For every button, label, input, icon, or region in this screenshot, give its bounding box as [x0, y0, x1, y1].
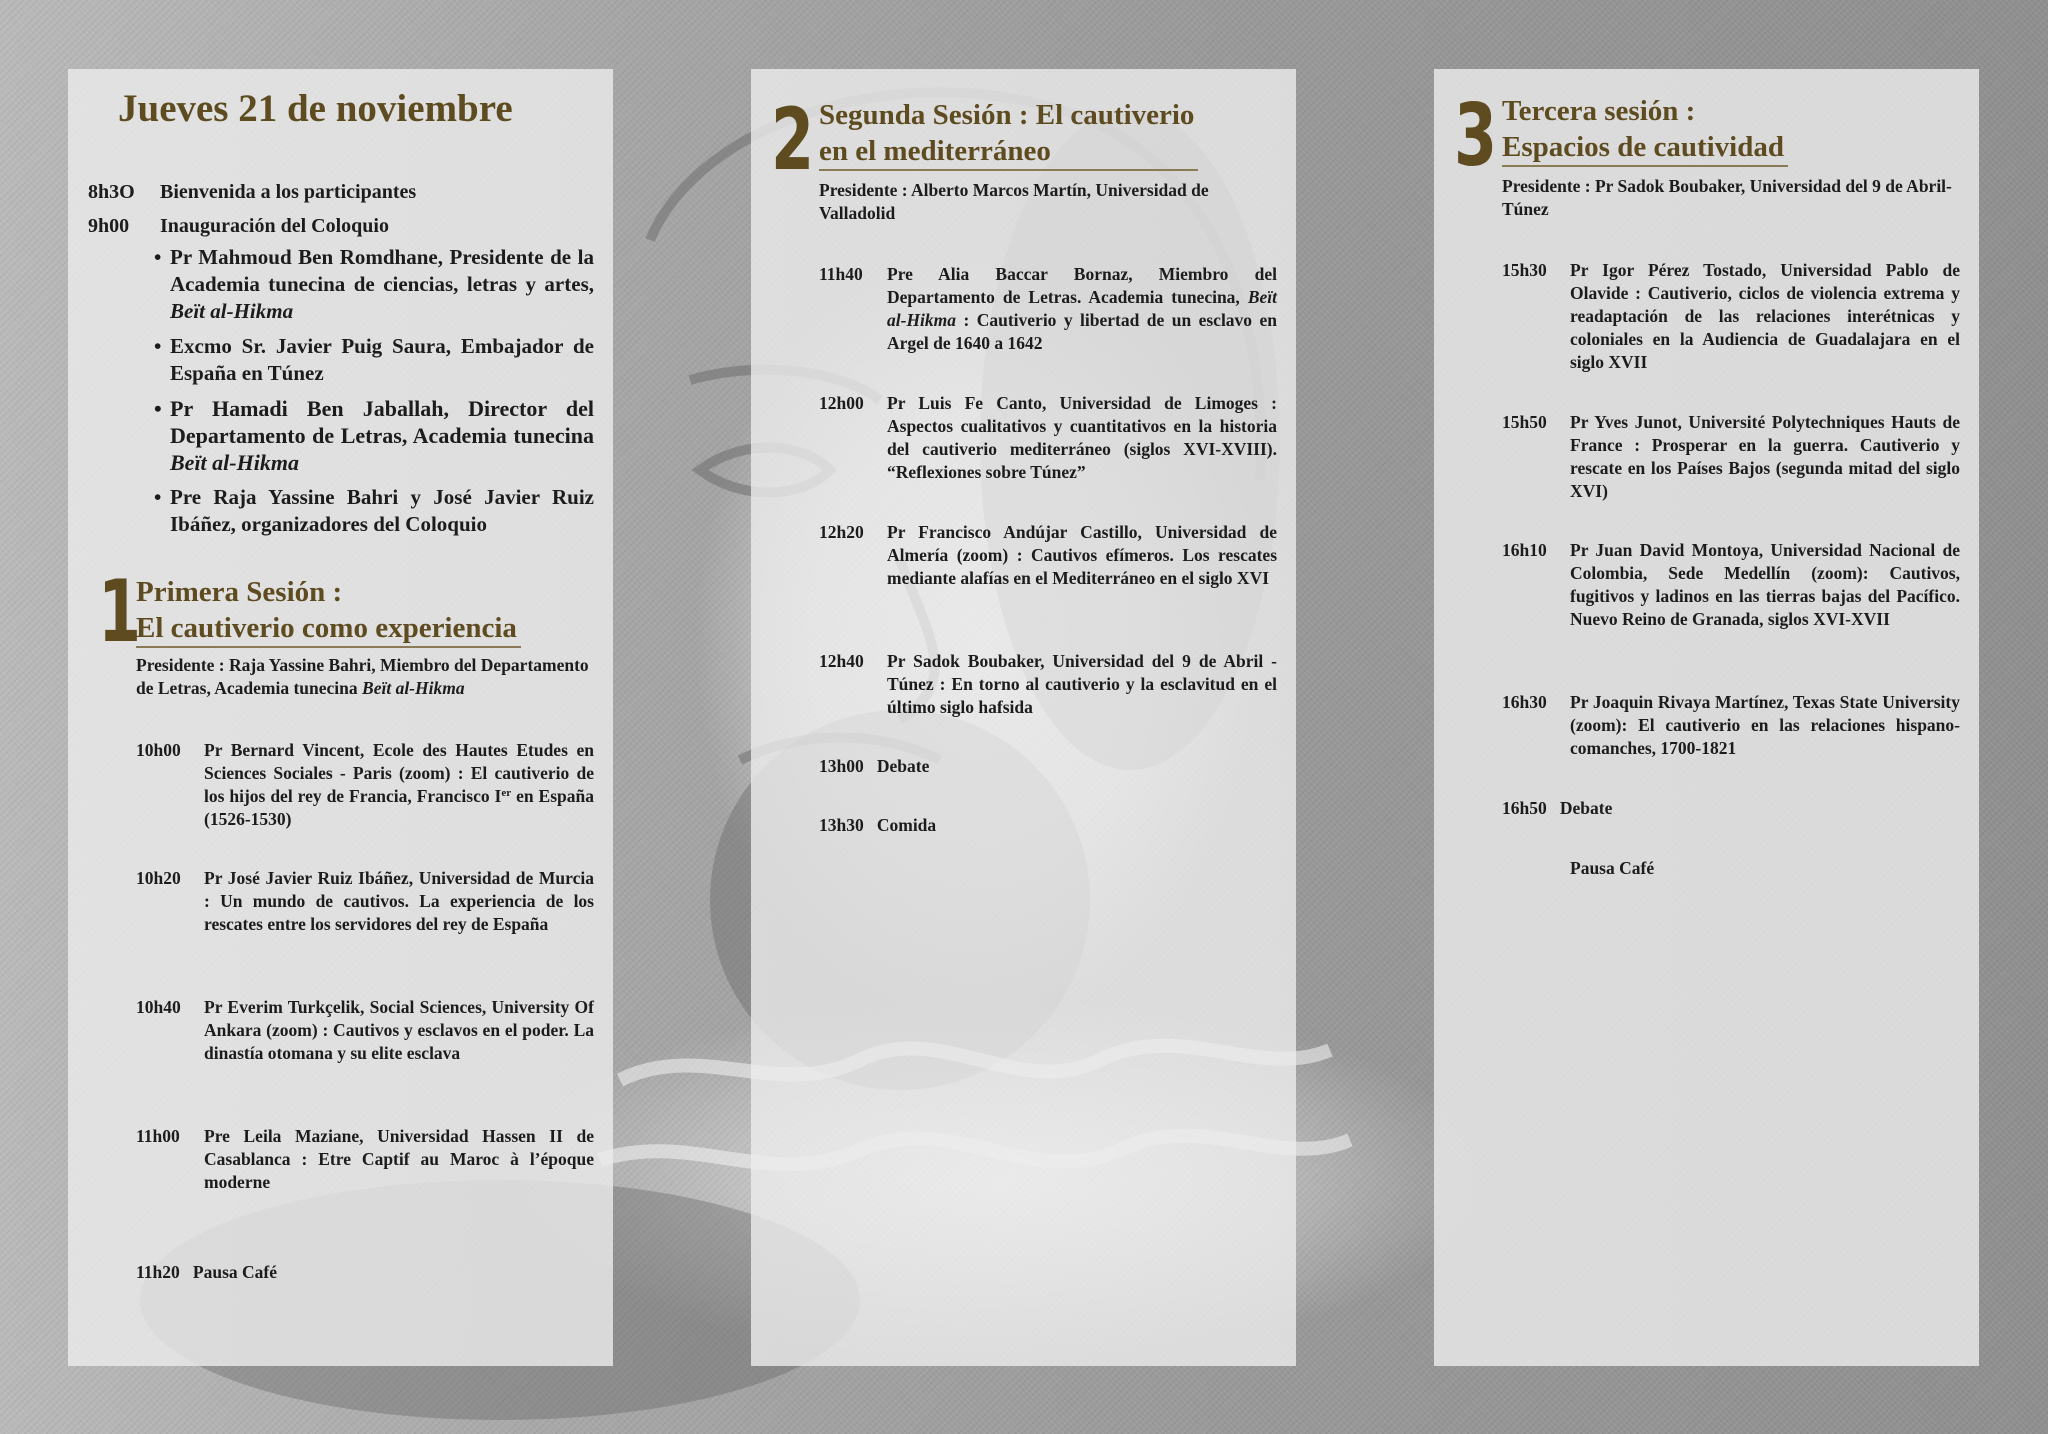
debate-item: 16h50 Debate [1502, 798, 1613, 818]
speaker-list [154, 244, 594, 546]
session-number: 2 [771, 90, 810, 190]
coffee-break: Pausa Café [1570, 858, 1655, 878]
session-title: Segunda Sesión : El cautiverio en el mediterráneo [819, 97, 1198, 171]
session-title: Tercera sesión : Espacios de cautividad [1502, 93, 1788, 167]
session-president: Presidente : Alberto Marcos Martín, Universidad de Valladolid [819, 180, 1209, 223]
schedule-text: Bienvenida a los participantes [160, 181, 417, 203]
schedule-item-inauguration [88, 213, 389, 239]
session-president: Presidente : Raja Yassine Bahri, Miembro del Departamento de Letras, Academia tunecina Beït al-Hikma [136, 655, 589, 698]
debate-item: 13h00 Debate [819, 756, 930, 776]
schedule-text: Inauguración del Coloquio [160, 215, 389, 237]
session-number: 3 [1454, 86, 1493, 186]
schedule-time: 9h00 [88, 215, 130, 237]
list-item: • Pr Hamadi Ben Jaballah, Director del Departamento de Letras, Academia tunecina Beït al-Hikma [154, 395, 594, 476]
session-number: 1 [98, 562, 137, 662]
schedule-time: 8h3O [88, 181, 135, 203]
list-item: • Pre Raja Yassine Bahri y José Javier Ruiz Ibáñez, organizadores del Coloquio [154, 484, 594, 538]
session-title: Primera Sesión : El cautiverio como experiencia [136, 574, 521, 648]
panel-left: Jueves 21 de noviembre 8h3O Bienvenida a los participantes 9h00 Inauguración del Coloquio • Pr Mahmoud Ben Romdhane, Presidente de la Academia tunecina de ciencias, letras y artes, Beït al-Hikma • Excmo Sr. Javier Puig Saura, Embajador de España en Túnez • Pr Hamadi Ben Jaballah, Director del Departamento de Letras, Academia tunecina Beït al-Hikma • Pre Raja Yassine Bahri y José Javier Ruiz Ibáñez, organizadores del Coloquio 1 Primera Sesión : El cautiverio como experiencia Presidente : Raja Yassine Bahri, Miembro del Departamento de Letras, Academia tunecina Beït al-Hikma 10h00 Pr Bernard Vincent, Ecole des Hautes Etudes en Sciences Sociales - Paris (zoom) : El cautiverio de los hijos del rey de Francia, Francisco Ier en España (1526-1530) 10h20 Pr José Javier Ruiz Ibáñez, Universidad de Murcia : Un mundo de cautivos. La experiencia de los rescates entre los servidores del rey de España 10h40 Pr Everim Turkçelik, Social Sciences, University Of Ankara (zoom) : Cautivos y esclavos en el poder. La dinastía otomana y su elite esclava 11h00 Pre Leila Maziane, Universidad Hassen II de Casablanca : Etre Captif au Maroc à l’époque moderne 11h20 Pausa Café [68, 69, 613, 1366]
panel-right: 3 Tercera sesión : Espacios de cautividad Presidente : Pr Sadok Boubaker, Universidad del 9 de Abril- Túnez 15h30 Pr Igor Pérez Tostado, Universidad Pablo de Olavide : Cautiverio, ciclos de violencia extrema y readaptación de las relaciones interétnicas y coloniales en la Audiencia de Guadalajara en el siglo XVII 15h50 Pr Yves Junot, Université Polytechniques Hauts de France : Prosperar en la guerra. Cautiverio y rescate en los Países Bajos (segunda mitad del siglo XVI) 16h10 Pr Juan David Montoya, Universidad Nacional de Colombia, Sede Medellín (zoom): Cautivos, fugitivos y ladinos en las tierras bajas del Pacífico. Nuevo Reino de Granada, siglos XVI-XVII 16h30 Pr Joaquin Rivaya Martínez, Texas State University (zoom): El cautiverio en las relaciones hispano-comanches, 1700-1821 16h50 Debate Pausa Café [1434, 69, 1979, 1366]
session-president: Presidente : Pr Sadok Boubaker, Universidad del 9 de Abril- Túnez [1502, 176, 1952, 219]
panel-middle: 2 Segunda Sesión : El cautiverio en el mediterráneo Presidente : Alberto Marcos Martín, Universidad de Valladolid 11h40 Pre Alia Baccar Bornaz, Miembro del Departamento de Letras. Academia tunecina, Beït al-Hikma : Cautiverio y libertad de un esclavo en Argel de 1640 a 1642 12h00 Pr Luis Fe Canto, Universidad de Limoges : Aspectos cualitativos y cuantitativos en la historia del cautiverio mediterráneo (siglos XVI-XVIII). “Reflexiones sobre Túnez” 12h20 Pr Francisco Andújar Castillo, Universidad de Almería (zoom) : Cautivos efímeros. Los rescates mediante alafías en el Mediterráneo en el siglo XVI 12h40 Pr Sadok Boubaker, Universidad del 9 de Abril - Túnez : En torno al cautiverio y la esclavitud en el último siglo hafsida 13h00 Debate 13h30 Comida [751, 69, 1296, 1366]
lunch-item: 13h30 Comida [819, 815, 937, 835]
list-item: • Excmo Sr. Javier Puig Saura, Embajador de España en Túnez [154, 333, 594, 387]
schedule-item-welcome [88, 179, 416, 205]
day-title: Jueves 21 de noviembre [118, 87, 513, 130]
coffee-break: 11h20 Pausa Café [136, 1262, 277, 1282]
list-item: • Pr Mahmoud Ben Romdhane, Presidente de la Academia tunecina de ciencias, letras y artes, Beït al-Hikma [154, 244, 594, 325]
